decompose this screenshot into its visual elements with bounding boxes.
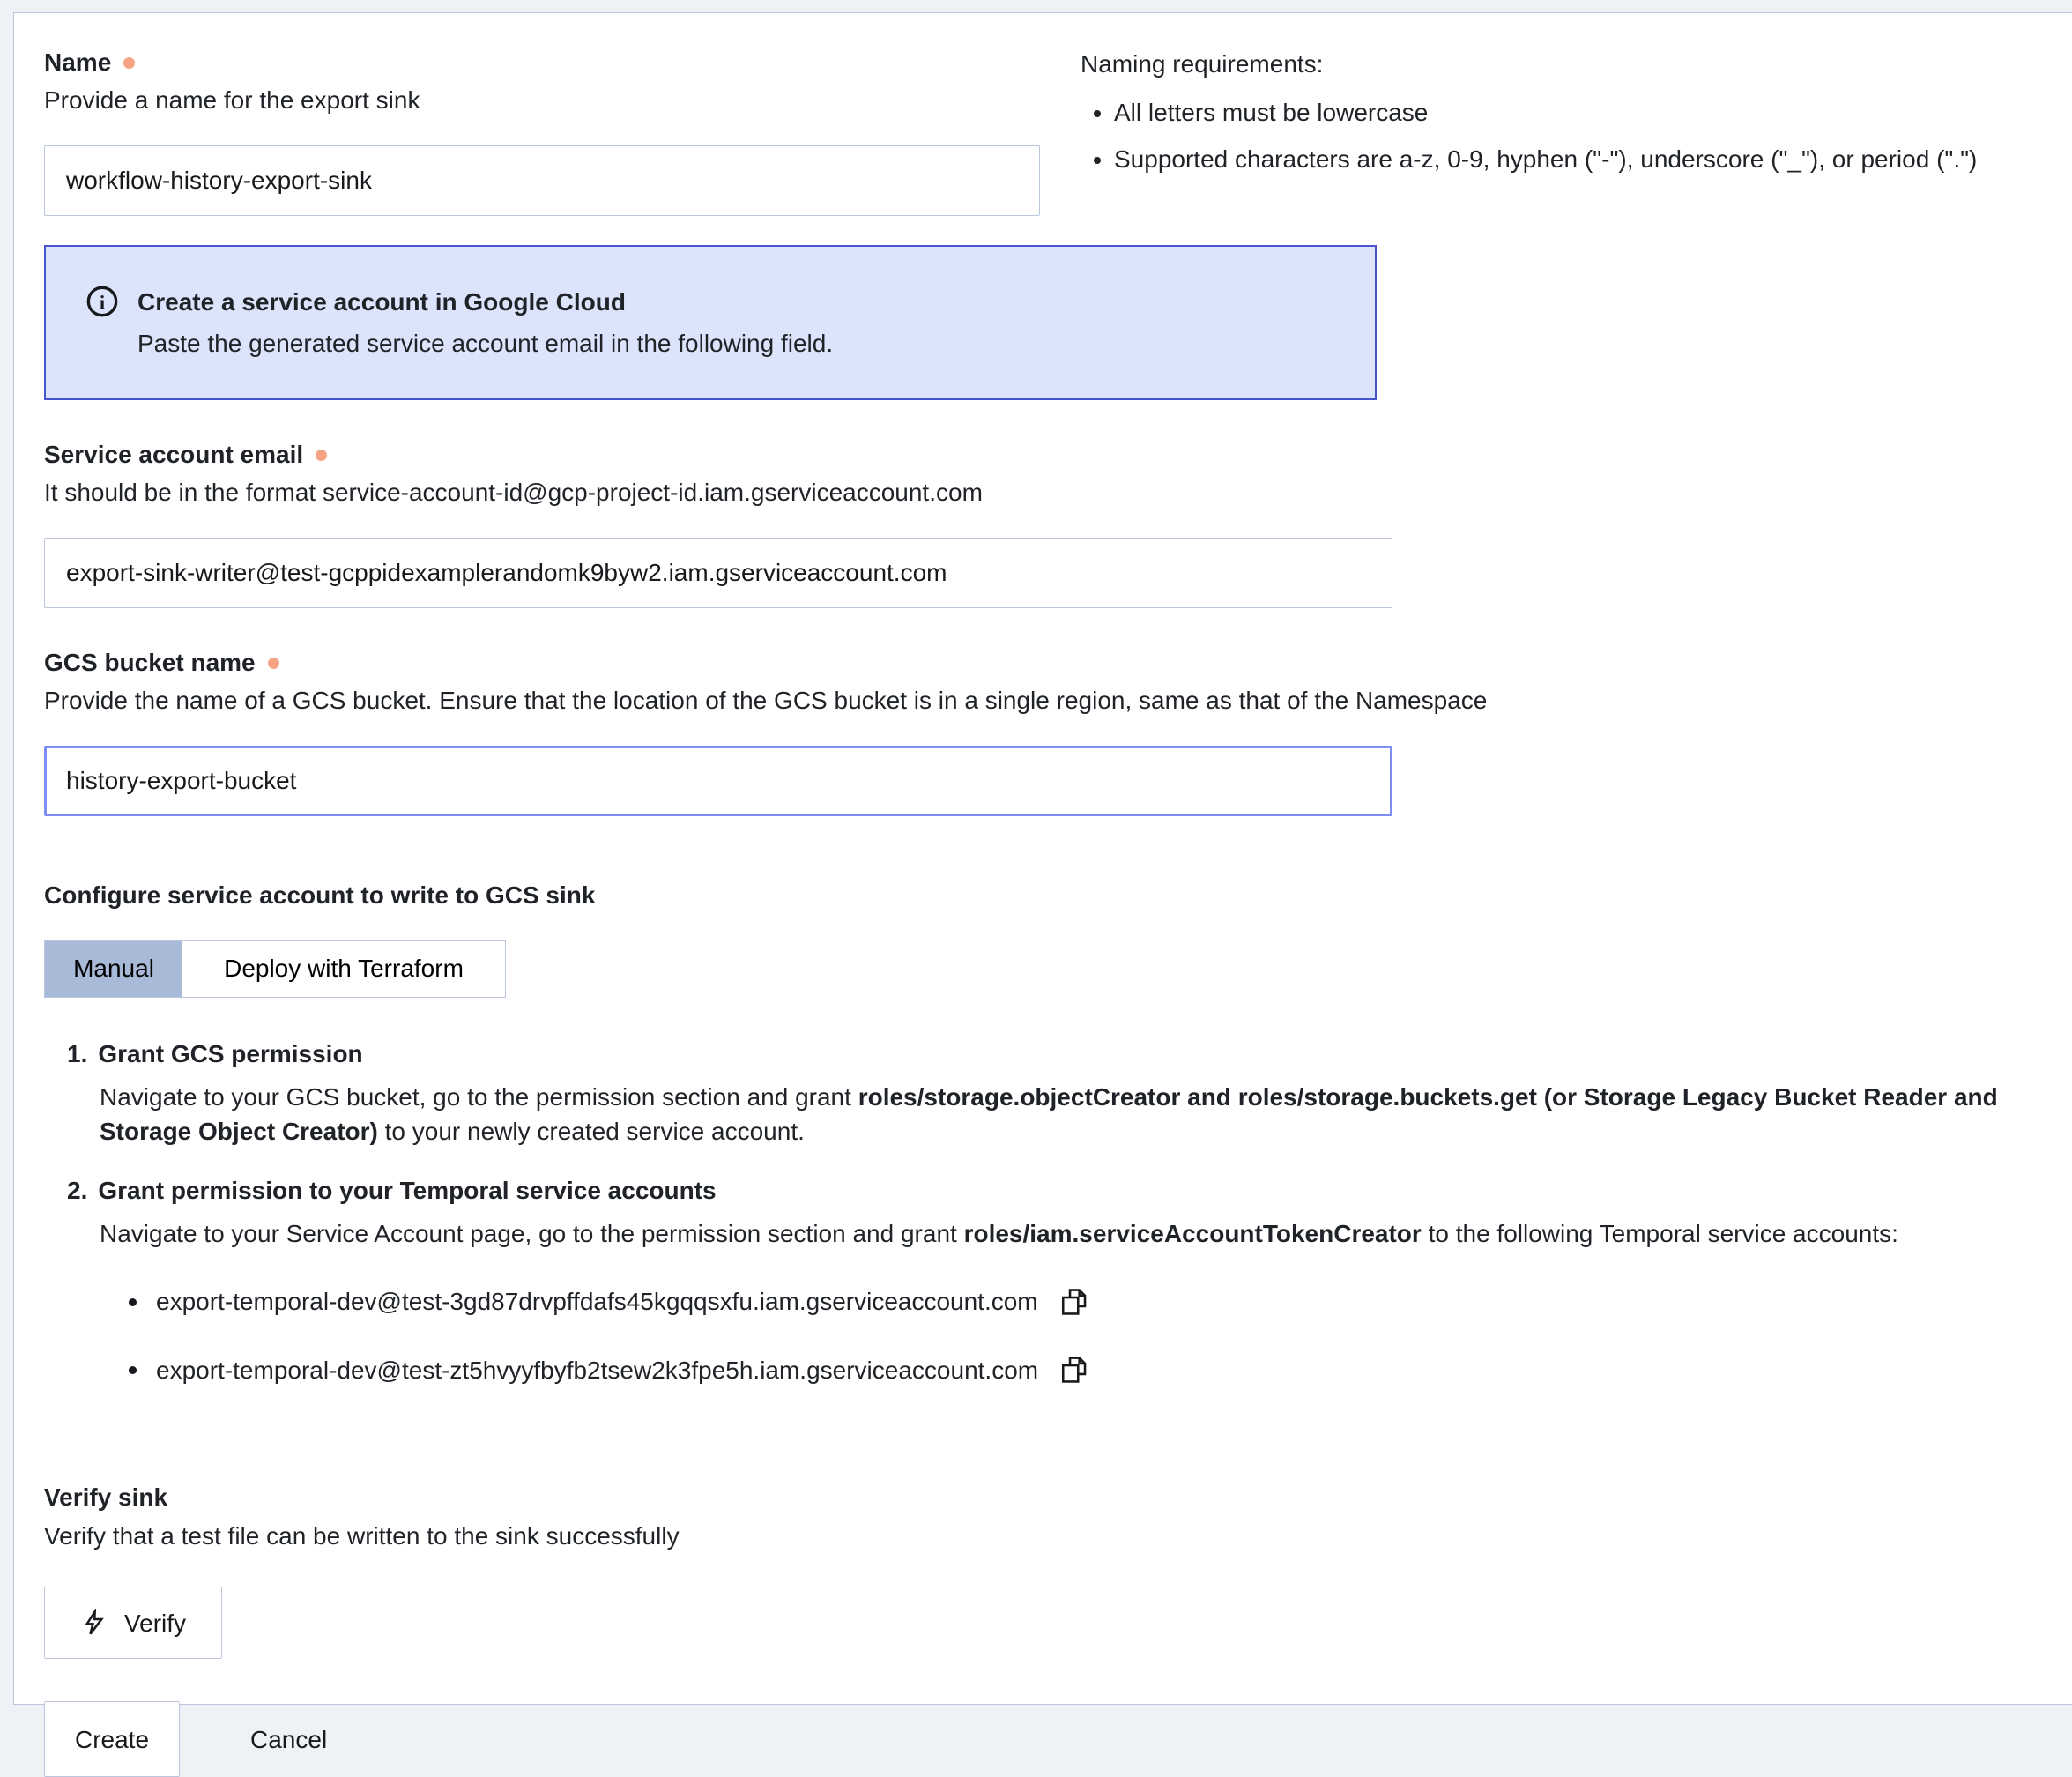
- bucket-label: GCS bucket name: [44, 648, 256, 676]
- step-description: [100, 1216, 2030, 1251]
- step-text: Navigate to your GCS bucket, go to the permission section and grant: [100, 1082, 858, 1111]
- service-account-description: It should be in the format service-account-id@gcp-project-id.iam.gserviceaccount.com: [44, 478, 983, 506]
- info-banner-title-row: [85, 284, 1340, 319]
- bucket-label-row: [44, 645, 2055, 680]
- gcs-bucket-name-input[interactable]: [44, 746, 1392, 816]
- naming-requirements: [1054, 45, 2055, 216]
- step-number: 1.: [67, 1039, 88, 1067]
- name-field-block: [44, 45, 1054, 216]
- sink-name-input[interactable]: [44, 145, 1040, 216]
- naming-requirements-list: [1081, 95, 2055, 176]
- service-account-label-row: [44, 437, 2055, 472]
- name-description: Provide a name for the export sink: [44, 86, 420, 115]
- step-text: to the following Temporal service accounts:: [1421, 1220, 1898, 1248]
- lightning-icon: [80, 1609, 108, 1637]
- bucket-description: Provide the name of a GCS bucket. Ensure that the location of the GCS bucket is in a single region, same as that of the Namespace: [44, 687, 1488, 715]
- copy-icon: [1059, 1355, 1089, 1385]
- bullet-icon: [129, 1298, 137, 1306]
- bullet-icon: [129, 1366, 137, 1374]
- required-dot-icon: [123, 57, 135, 69]
- copy-button[interactable]: [1059, 1355, 1089, 1385]
- info-banner-title: Create a service account in Google Cloud: [137, 287, 626, 316]
- info-banner: [44, 245, 1377, 399]
- step-title-row: [67, 1037, 2055, 1071]
- step-text: Navigate to your Service Account page, go to the permission section and grant: [100, 1220, 964, 1248]
- temporal-service-account-row: [129, 1353, 2055, 1387]
- temporal-service-account-email: export-temporal-dev@test-zt5hvyyfbyfb2tsew2k3fpe5h.iam.gserviceaccount.com: [156, 1356, 1039, 1384]
- verify-section-title: Verify sink: [44, 1483, 168, 1511]
- info-banner-description: Paste the generated service account email in the following field.: [137, 330, 834, 358]
- verify-section-description: Verify that a test file can be written to the sink successfully: [44, 1522, 680, 1550]
- step-number: 2.: [67, 1177, 88, 1205]
- naming-requirement-item: • Supported characters are a-z, 0-9, hyphen ("-"), underscore ("_"), or period ("."): [1114, 142, 2055, 176]
- name-label: Name: [44, 48, 112, 76]
- svg-text:i: i: [99, 291, 106, 314]
- name-label-row: [44, 45, 1054, 79]
- top-row: [44, 45, 2055, 216]
- service-account-field-block: [44, 437, 2055, 608]
- service-account-email-input[interactable]: [44, 538, 1392, 608]
- tab-manual[interactable]: Manual: [45, 941, 182, 997]
- tab-deploy-with-terraform[interactable]: Deploy with Terraform: [182, 941, 505, 997]
- configure-tabs: [44, 940, 506, 998]
- form-actions: [44, 1701, 2055, 1777]
- step-text-bold: roles/iam.serviceAccountTokenCreator: [963, 1220, 1422, 1248]
- info-icon: [85, 284, 120, 319]
- verify-button[interactable]: [44, 1587, 222, 1659]
- form-content: [14, 13, 2072, 1777]
- step-grant-temporal-permission: [67, 1173, 2055, 1251]
- naming-requirements-title: Naming requirements:: [1081, 50, 1324, 78]
- copy-icon: [1059, 1287, 1089, 1317]
- verify-button-label: Verify: [123, 1609, 187, 1637]
- step-grant-gcs-permission: [67, 1037, 2055, 1149]
- step-title-row: [67, 1173, 2055, 1208]
- service-account-label: Service account email: [44, 440, 304, 468]
- naming-requirement-item: • All letters must be lowercase: [1114, 95, 2055, 130]
- create-button[interactable]: Create: [44, 1701, 180, 1777]
- step-text-bold: roles/storage.objectCreator and roles/storage.buckets.get (or Storage Legacy Bucket Reader and Storage Object Creator): [100, 1082, 1998, 1145]
- step-description: [100, 1080, 2030, 1149]
- required-dot-icon: [316, 450, 327, 461]
- configure-section-title: Configure service account to write to GCS sink: [44, 881, 596, 910]
- required-dot-icon: [268, 658, 279, 669]
- copy-button[interactable]: [1059, 1287, 1089, 1317]
- cancel-button[interactable]: Cancel: [245, 1721, 332, 1758]
- temporal-service-account-row: [129, 1284, 2055, 1319]
- configure-steps: [44, 1037, 2055, 1387]
- step-title: Grant permission to your Temporal service accounts: [98, 1177, 717, 1205]
- step-text: to your newly created service account.: [377, 1117, 805, 1145]
- temporal-service-account-email: export-temporal-dev@test-3gd87drvpffdafs45kgqqsxfu.iam.gserviceaccount.com: [156, 1288, 1038, 1316]
- step-title: Grant GCS permission: [98, 1039, 363, 1067]
- bucket-field-block: [44, 645, 2055, 816]
- export-sink-form-panel: [13, 12, 2072, 1753]
